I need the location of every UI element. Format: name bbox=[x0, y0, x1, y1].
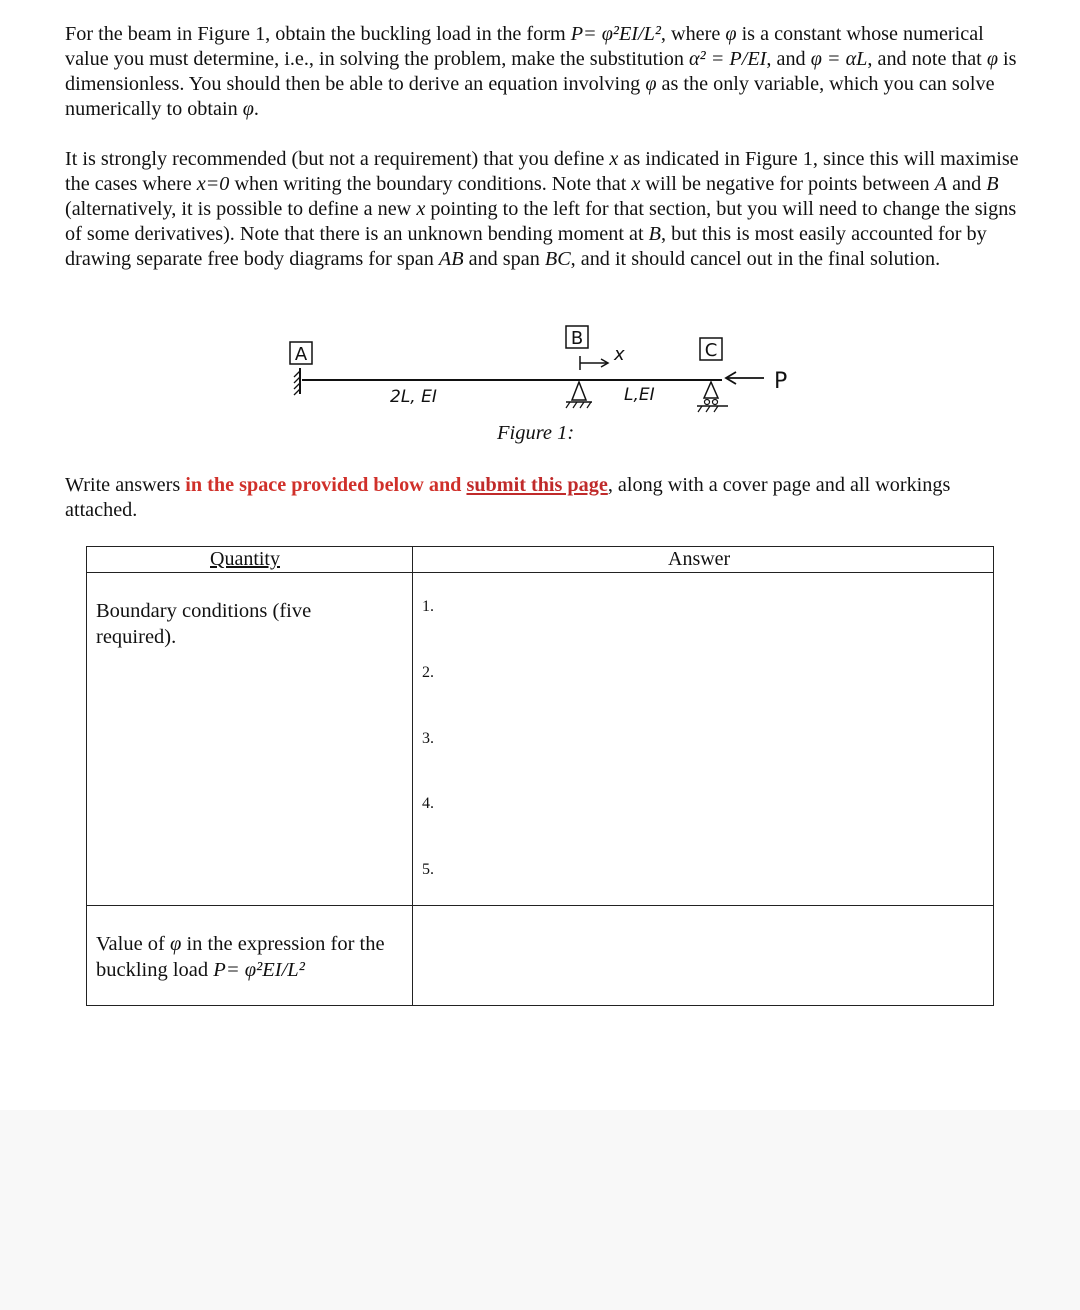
roller-support-icon bbox=[697, 382, 728, 412]
x-axis-label: x bbox=[614, 344, 625, 365]
label-c: C bbox=[704, 340, 718, 361]
phi-answer-cell[interactable] bbox=[414, 907, 992, 1004]
alpha-substitution: α² = P/EI bbox=[689, 48, 767, 70]
label-b: B bbox=[570, 328, 584, 349]
answer-table bbox=[86, 546, 994, 1006]
pin-support-icon bbox=[566, 382, 592, 408]
bc-item-1[interactable]: 1. bbox=[422, 598, 434, 615]
load-arrow-icon bbox=[726, 372, 764, 384]
buckling-formula: P= φ²EI/L² bbox=[570, 23, 661, 45]
span-bc-label: L,EI bbox=[624, 385, 655, 405]
bc-item-5[interactable]: 5. bbox=[422, 861, 434, 878]
instructions-paragraph: Write answers in the space provided below and submit this page, along with a cover page and all workings attached. bbox=[65, 474, 951, 521]
label-a: A bbox=[294, 344, 308, 365]
page-footer-area bbox=[0, 1110, 1080, 1310]
load-label: P bbox=[774, 369, 788, 394]
phi-value-formula: P= φ²EI/L² bbox=[213, 959, 305, 981]
span-ab-label: 2L, EI bbox=[390, 387, 437, 407]
fixed-support-icon bbox=[294, 368, 300, 395]
bc-item-4[interactable]: 4. bbox=[422, 795, 434, 812]
x-axis-arrow-icon bbox=[580, 356, 608, 370]
phi-substitution: φ = αL bbox=[810, 48, 868, 70]
figure-caption: Figure 1: bbox=[497, 422, 575, 444]
answer-header: Answer bbox=[668, 548, 731, 570]
submit-page-note: submit this page bbox=[466, 474, 608, 496]
bc-item-2[interactable]: 2. bbox=[422, 664, 434, 681]
phi-value-label: Value of φ in the expression for the buckling load P= φ²EI/L² bbox=[96, 933, 385, 981]
intro-paragraph: For the beam in Figure 1, obtain the buckling load in the form P= φ²EI/L², where φ is a constant whose numerical value you must determine, i.e., in solving the problem, make the substitution α² = P/EI, and φ = αL, and note that φ is dimensionless. You should then be able to derive an equation involving φ as the only variable, which you can solve numerically to obtain φ. bbox=[65, 23, 1017, 120]
bc-item-3[interactable]: 3. bbox=[422, 730, 434, 747]
boundary-conditions-label: Boundary conditions (five required). bbox=[96, 600, 312, 648]
quantity-header: Quantity bbox=[210, 548, 280, 570]
instruction-emphasis: in the space provided below and bbox=[185, 474, 467, 496]
recommendation-paragraph: It is strongly recommended (but not a requirement) that you define x as indicated in Figure 1, since this will maximise the cases where x=0 when writing the boundary conditions. Note that x will be negative for points between A and B (alternatively, it is possible to define a new x pointing to the left for that section, but you will need to change the signs of some derivatives). Note that there is an unknown bending moment at B, but this is most easily accounted for by drawing separate free body diagrams for span AB and span BC, and it should cancel out in the final solution. bbox=[65, 148, 1019, 270]
